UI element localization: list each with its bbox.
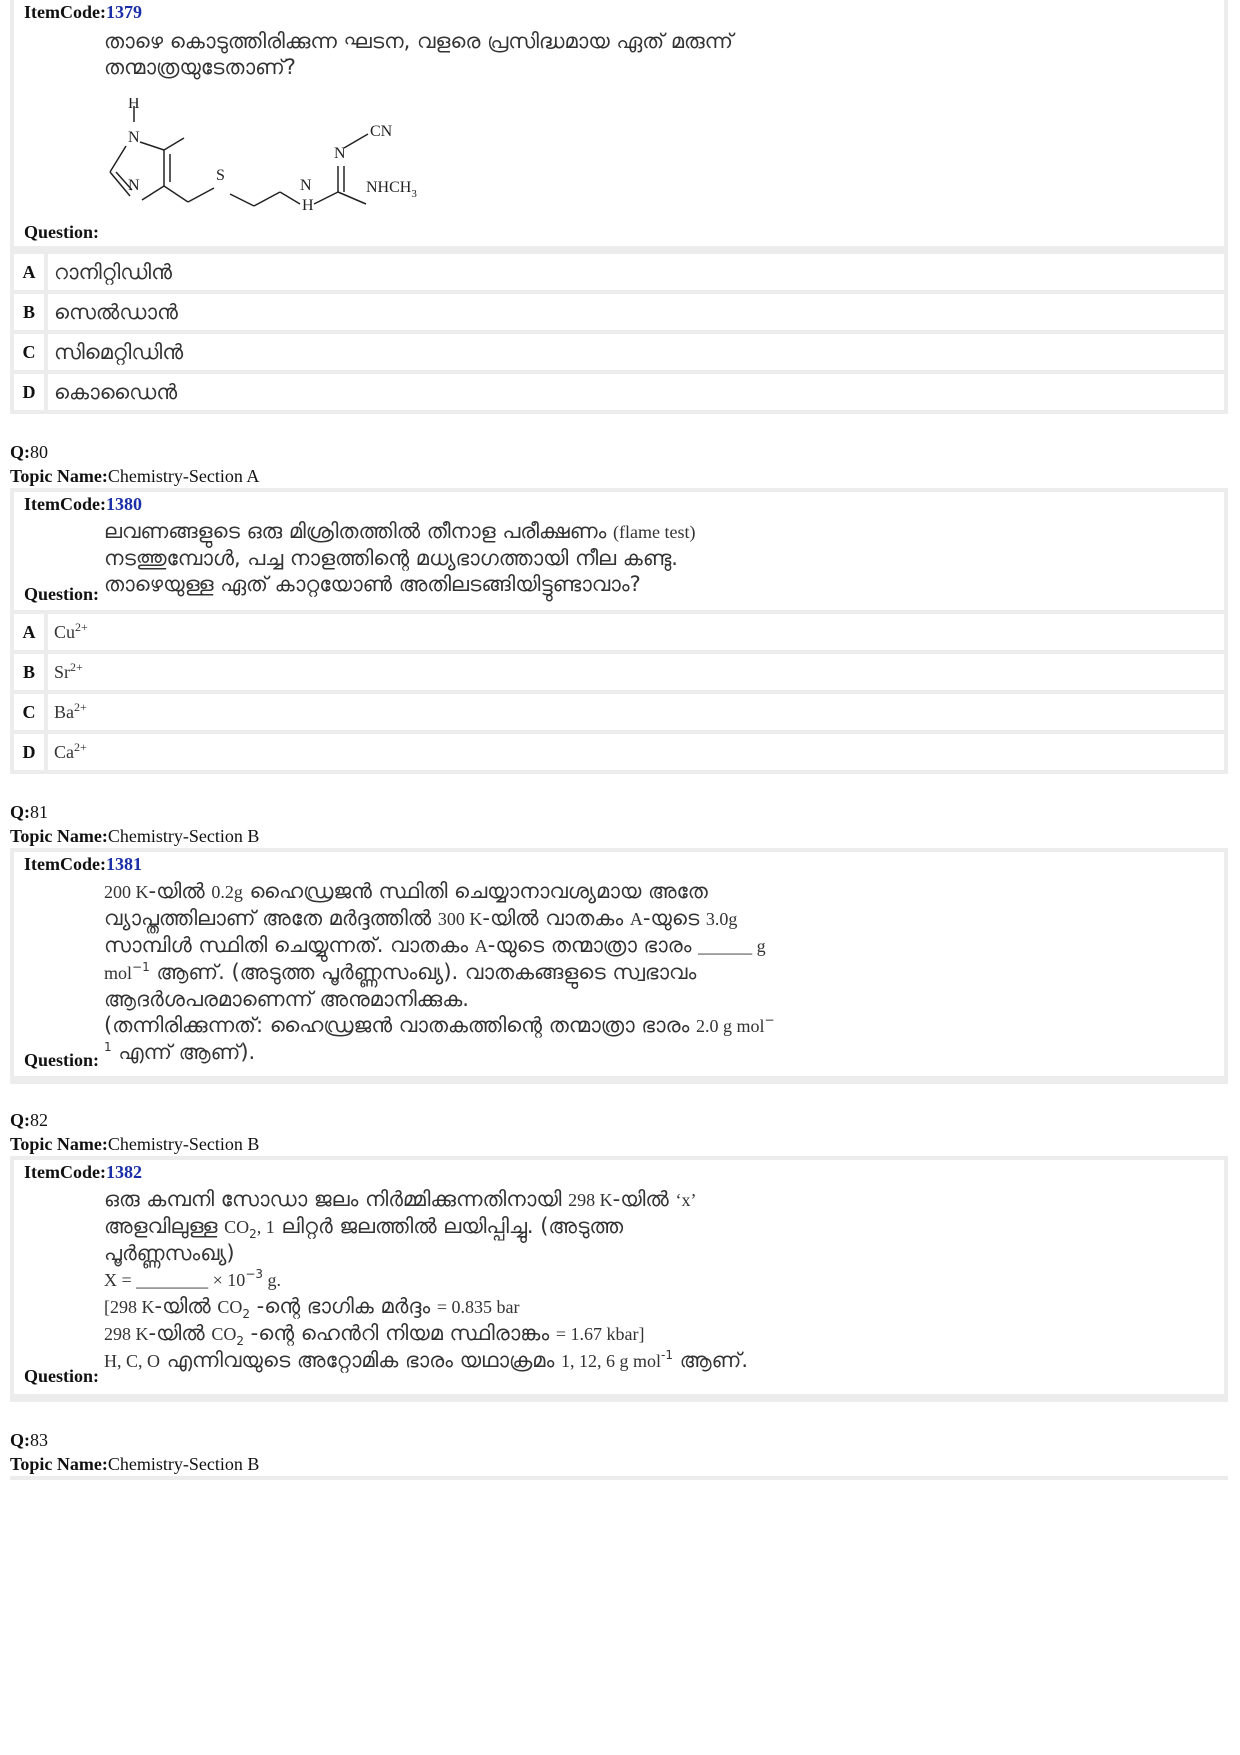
option-letter: B xyxy=(22,302,35,322)
question-label: Question: xyxy=(24,1366,100,1386)
atom-label: S xyxy=(216,167,225,184)
question-card-1379 xyxy=(10,0,1228,414)
question-line: [298 K-യിൽ $CO_2$ -ന്റെ ഭാഗിക മർദ്ദം = 0.835 bar xyxy=(104,1294,520,1322)
option-letter: C xyxy=(22,342,36,362)
item-code xyxy=(24,2,142,23)
question-text xyxy=(104,518,696,597)
question-label: Question: xyxy=(24,1050,100,1070)
atom-label: CN xyxy=(370,123,393,140)
question-line: അളവിലുള്ള $CO_2$, 1 ലിറ്റർ ജലത്തിൽ ലയിപ്പിച്ചു. (അടുത്ത xyxy=(104,1214,624,1242)
option-text: $Cu^{2+}$ xyxy=(54,620,88,642)
option-text: $Sr^{2+}$ xyxy=(54,660,83,682)
item-code: ItemCode:1382 xyxy=(24,1162,142,1182)
option-b[interactable]: B $Sr^{2+}$ xyxy=(14,654,1224,690)
item-code: ItemCode:1380 xyxy=(24,494,142,514)
option-text: സെൽഡാൻ xyxy=(54,300,178,324)
question-line: ആദർശപരമാണെന്ന് അനുമാനിക്കുക. xyxy=(104,987,469,1011)
option-text: $Ba^{2+}$ xyxy=(54,700,87,722)
option-c[interactable] xyxy=(14,334,1224,370)
atom-label: H xyxy=(302,197,314,214)
option-letter: A xyxy=(22,262,36,282)
question-line: 298 K-യിൽ $CO_2$ -ന്റെ ഹെൻറി നിയമ സ്ഥിരാങ്കം = 1.67 kbar] xyxy=(104,1321,645,1349)
question-number: Q:82 xyxy=(10,1110,48,1130)
question-number: Q:80 xyxy=(10,442,48,462)
question-card-1382 xyxy=(10,1156,1228,1402)
question-text xyxy=(104,28,733,80)
question-line: വ്യാപ്തത്തിലാണ് അതേ മർദ്ദത്തിൽ 300 K-യിൽ വാതകം A-യുടെ 3.0g xyxy=(104,906,738,930)
topic-name: Topic Name:Chemistry-Section B xyxy=(10,826,260,846)
question-line: X = ________ × $10^{-3}$ g. xyxy=(104,1267,282,1290)
item-code-label: ItemCode: xyxy=(24,2,106,22)
question-line: (തന്നിരിക്കുന്നത്: ഹൈഡ്രജൻ വാതകത്തിന്റെ തന്മാത്രാ ഭാരം 2.0 g mol− xyxy=(104,1013,775,1037)
question-label: Question: xyxy=(24,584,100,604)
question-line: താഴെ കൊടുത്തിരിക്കുന്ന ഘടന, വളരെ പ്രസിദ്ധമായ ഏത് മരുന്ന് xyxy=(104,29,734,53)
option-text: റാനിറ്റിഡിൻ xyxy=(54,260,172,284)
atom-label: N xyxy=(334,145,346,162)
option-a[interactable] xyxy=(14,254,1224,290)
question-body xyxy=(14,1160,1224,1394)
question-text xyxy=(104,878,775,1065)
topic-name: Topic Name:Chemistry-Section B xyxy=(10,1134,260,1154)
question-body xyxy=(14,852,1224,1076)
atom-label: N xyxy=(128,129,140,146)
topic-name: Topic Name:Chemistry-Section A xyxy=(10,466,260,486)
atom-label: H xyxy=(128,98,140,112)
option-text: $Ca^{2+}$ xyxy=(54,740,87,762)
question-line: പൂർണ്ണസംഖ്യ) xyxy=(104,1241,235,1265)
question-line: H, C, O എന്നിവയുടെ അറ്റോമിക ഭാരം യഥാക്രമം 1, 12, 6 g mol$^{-1}$ ആണ്. xyxy=(104,1348,749,1372)
question-label: Question: xyxy=(24,222,100,242)
question-line: ലവണങ്ങളുടെ ഒരു മിശ്രിതത്തിൽ തീനാള പരീക്ഷണം (flame test) xyxy=(104,519,696,543)
option-d[interactable] xyxy=(14,374,1224,410)
option-a[interactable]: A $Cu^{2+}$ xyxy=(14,614,1224,650)
question-line: തന്മാത്രയുടേതാണ്? xyxy=(104,55,296,79)
topic-name: Topic Name:Chemistry-Section B xyxy=(10,1454,260,1474)
question-line: 200 K-യിൽ 0.2g ഹൈഡ്രജൻ സ്ഥിതി ചെയ്യാനാവശ്യമായ അതേ xyxy=(104,879,708,903)
question-number: Q:81 xyxy=(10,802,48,822)
atom-label: $NHCH_3$ xyxy=(366,179,417,200)
question-line: mol$^{-1}$ ആണ്. (അടുത്ത പൂർണ്ണസംഖ്യ). വാതകങ്ങളുടെ സ്വഭാവം xyxy=(104,960,697,984)
question-body xyxy=(14,0,1224,246)
question-number: Q:83 xyxy=(10,1430,48,1450)
item-code: ItemCode:1381 xyxy=(24,854,142,874)
question-line: നടത്തുമ്പോൾ, പച്ച നാളത്തിന്റെ മധ്യഭാഗത്തായി നീല കണ്ടു. xyxy=(104,546,678,570)
question-line: സാമ്പിൾ സ്ഥിതി ചെയ്യുന്നത്. വാതകം A-യുടെ തന്മാത്രാ ഭാരം ______ g xyxy=(104,933,766,957)
option-b[interactable] xyxy=(14,294,1224,330)
question-card-1383 xyxy=(10,1476,1228,1480)
atom-label: N xyxy=(128,177,140,194)
question-text xyxy=(104,1186,748,1374)
item-code-number: 1379 xyxy=(105,2,142,22)
question-line: ഒരു കമ്പനി സോഡാ ജലം നിർമ്മിക്കുന്നതിനായി 298 K-യിൽ ‘x’ xyxy=(104,1187,697,1211)
question-line: $^1$ എന്ന് ആണ്). xyxy=(104,1040,256,1064)
question-card-1381 xyxy=(10,848,1228,1084)
option-text: കൊഡൈൻ xyxy=(54,380,178,404)
atom-label: N xyxy=(300,177,312,194)
question-body xyxy=(14,492,1224,610)
chemical-structure-diagram xyxy=(104,98,484,238)
option-letter: D xyxy=(22,382,36,402)
option-d[interactable]: D $Ca^{2+}$ xyxy=(14,734,1224,770)
option-c[interactable]: C $Ba^{2+}$ xyxy=(14,694,1224,730)
question-line: താഴെയുള്ള ഏത് കാറ്റയോൺ അതിലടങ്ങിയിട്ടുണ്ടാവാം? xyxy=(104,572,641,596)
option-text: സിമെറ്റിഡിൻ xyxy=(54,340,184,364)
question-card-1380 xyxy=(10,488,1228,774)
